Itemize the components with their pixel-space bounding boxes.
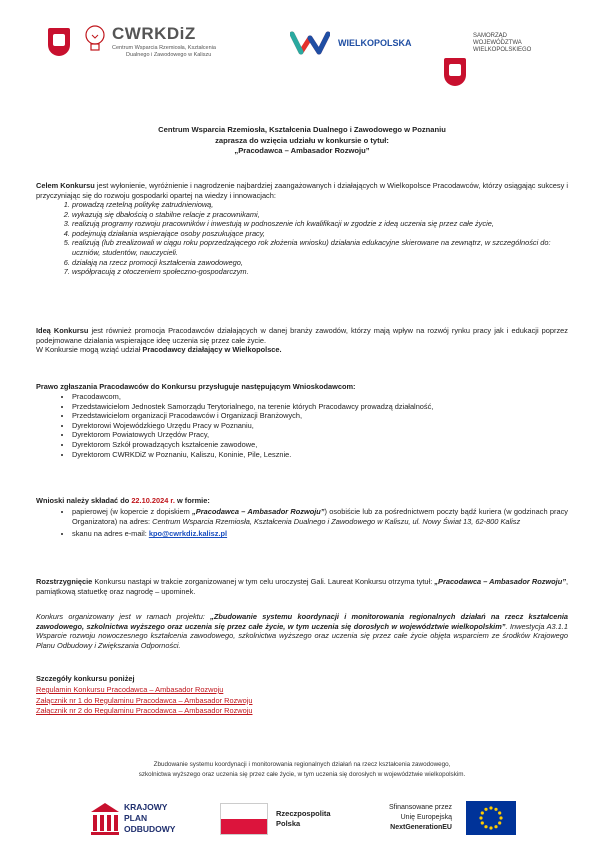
projekt-text-1: Konkurs organizowany jest w ramach projektu:	[36, 612, 211, 621]
wnioski-item-1-text: papierowej (w kopercie z dopiskiem	[72, 507, 193, 516]
cel-list	[72, 200, 568, 277]
list-item: 4. podejmują działania wspierające osoby poszukujące pracy,	[72, 229, 568, 239]
prawo-heading: Prawo zgłaszania Pracodawców do Konkursu przysługuje następującym Wnioskodawcom:	[36, 382, 356, 391]
kpo-text-3: ODBUDOWY	[124, 824, 176, 834]
rozstrzygniecie-text-2: , pamiątkową statuetkę oraz nagrodę – upominek.	[36, 577, 569, 596]
polish-flag-icon	[220, 803, 268, 835]
idea-line-2: W Konkursie mogą wziąć udział	[36, 345, 143, 355]
lightbulb-icon	[84, 24, 106, 54]
zalacznik-1-link[interactable]: Załącznik nr 1 do Regulaminu Pracodawca – Ambasador Rozwoju	[36, 695, 253, 705]
wnioski-text-1: Wnioski należy	[36, 496, 92, 505]
header-logos	[0, 0, 604, 80]
list-item	[72, 507, 568, 526]
cwrkdiz-subtitle-1: Centrum Wsparcia Rzemiosła, Kształcenia	[112, 45, 216, 51]
eu-text-2: Unię Europejską	[400, 814, 452, 821]
rozstrzygniecie-text-1: Konkursu nastąpi w trakcie zorganizowanej w tym celu uroczystej Gali. Laureat Konkursu otrzyma tytuł:	[92, 577, 435, 586]
list-item: 6. działają na rzecz promocji kształcenia zawodowego,	[72, 258, 568, 268]
kalisz-coat-of-arms	[48, 28, 70, 56]
samorzad-line-1: SAMORZĄD	[473, 33, 508, 39]
kpo-building-icon	[90, 802, 120, 836]
cel-text: jest wyłonienie, wyróżnienie i nagrodzenie najbardziej zaangażowanych i działających w Wielkopolsce Pracodawców, którzy osiągając sukcesy i przyczyniając się do rozwoju gospodarki opartej na wiedzy i innowacjach:	[36, 181, 569, 200]
zalacznik-2-link[interactable]: Załącznik nr 2 do Regulaminu Pracodawca – Ambasador Rozwoju	[36, 706, 253, 716]
cel-label: Celem Konkursu	[36, 181, 95, 190]
rozstrzygniecie-label: Rozstrzygnięcie	[36, 577, 93, 586]
samorzad-line-3: WIELKOPOLSKIEGO	[473, 47, 532, 53]
wnioski-text-3: do	[118, 496, 132, 505]
wnioski-heading	[36, 496, 568, 506]
rp-text-1: Rzeczpospolita	[276, 809, 331, 818]
prawo-list	[72, 392, 568, 459]
cel-paragraph	[36, 181, 568, 200]
list-item: 5. realizują (lub zrealizowali w ciągu roku poprzedzającego rok złożenia wniosku) działania edukacyjne skierowane na zewnątrz, w szczególności do: uczniów, studentów, nauczycieli.	[72, 238, 568, 257]
kpo-text-1: KRAJOWY	[124, 802, 168, 812]
projekt-name: „Zbudowanie systemu koordynacji i monitorowania regionalnych działań na rzecz kształcenia zawodowego, szkolnictwa wyższego oraz uczenia się przez całe życie, w tym uczenia się dorosłych w województwie wielkopolskim”	[36, 612, 569, 631]
title-block	[60, 125, 544, 157]
wielkopolska-wordmark: WIELKOPOLSKA	[338, 38, 412, 48]
list-item: • Dyrektorom Powiatowych Urzędów Pracy,	[72, 430, 568, 440]
wnioski-item-1-address: Centrum Wsparcia Rzemiosła, Kształcenia Dualnego i Zawodowego w Kaliszu, ul. Nowy Świat 13, 62-800 Kalisz	[152, 516, 521, 526]
list-item: 2. wykazują się dbałością o stabilne relacje z pracownikami,	[72, 210, 568, 220]
list-item: • Przedstawicielom organizacji Pracodawców i Organizacji Branżowych,	[72, 411, 568, 421]
wnioski-item-2-text: skanu na adres e-mail:	[72, 529, 149, 539]
wnioski-list	[72, 507, 568, 539]
eu-text-3: NextGenerationEU	[390, 824, 452, 831]
rozstrzygniecie-paragraph	[36, 577, 568, 596]
links-block	[36, 685, 253, 717]
rozstrzygniecie-title: „Pracodawca – Ambasador Rozwoju”	[434, 577, 566, 586]
list-item: 1. prowadzą rzetelną politykę zatrudnieniową,	[72, 200, 568, 210]
idea-label: Ideą Konkursu	[36, 326, 89, 335]
kpo-text-2: PLAN	[124, 813, 148, 823]
wielkopolska-coat-of-arms	[444, 58, 466, 86]
list-item	[72, 529, 568, 539]
projekt-paragraph	[36, 612, 568, 650]
list-item: • Dyrektorowi Wojewódzkiego Urzędu Pracy w Poznaniu,	[72, 421, 568, 431]
szczegoly-heading: Szczegóły konkursu poniżej	[36, 674, 135, 683]
eu-flag-icon	[466, 801, 516, 835]
idea-text: jest również promocja Pracodawców działających w danej branży zawodów, którzy mają wpływ na rozwój rynku pracy jak i edukacji poprzez podejmowane działania wspierające ideę uczenia się przez całe życie.	[36, 326, 568, 345]
projekt-text-2: . Inwestycja A3.1.1 Wsparcie rozwoju nowoczesnego kształcenia zawodowego, szkolnictwa wyższego oraz uczenia się przez całe życie objęta wsparciem ze środków Krajowego Planu Odbudowy i Zwiększania Odporności.	[36, 621, 568, 650]
footer-line-1: Zbudowanie systemu koordynacji i monitorowania regionalnych działań na rzecz kształcenia zawodowego,	[153, 761, 451, 768]
eu-text-1: Sfinansowane przez	[388, 804, 452, 811]
wnioski-text-2: składać	[91, 496, 119, 505]
list-item: • Dyrektorom Szkół prowadzących kształcenie zawodowe,	[72, 440, 568, 450]
wnioski-item-1-quote: „Pracodawca – Ambasador Rozwoju”	[192, 507, 325, 516]
email-link[interactable]: kpo@cwrkdiz.kalisz.pl	[148, 529, 228, 539]
wielkopolska-w-icon	[290, 30, 330, 56]
regulamin-link[interactable]: Regulamin Konkursu Pracodawca – Ambasador Rozwoju	[36, 685, 224, 694]
idea-paragraph	[36, 326, 568, 355]
title-line-1: Centrum Wsparcia Rzemiosła, Kształcenia Dualnego i Zawodowego w Poznaniu	[158, 125, 446, 134]
list-item: 7. współpracują z otoczeniem społeczno-gospodarczym.	[72, 267, 568, 277]
wnioski-item-1-text-2: ) osobiście lub za pośrednictwem poczty bądź kuriera (w godzinach pracy Organizatora) na adres:	[72, 507, 568, 526]
footer-line-2: szkolnictwa wyższego oraz uczenia się przez całe życie, w tym uczenia się dorosłych w województwie wielkopolskim.	[138, 771, 466, 778]
idea-line-2-bold: Pracodawcy działający w Wielkopolsce.	[142, 345, 282, 355]
title-line-3: „Pracodawca – Ambasador Rozwoju”	[234, 146, 370, 155]
footer-caption	[40, 760, 564, 780]
wnioski-date: 22.10.2024 r.	[131, 496, 175, 505]
wnioski-text-4: w formie:	[174, 496, 210, 505]
list-item: • Dyrektorom CWRKDiZ w Poznaniu, Kaliszu, Koninie, Pile, Lesznie.	[72, 450, 568, 460]
samorzad-line-2: WOJEWÓDZTWA	[473, 40, 522, 46]
list-item: • Pracodawcom,	[72, 392, 568, 402]
cwrkdiz-subtitle-2: Dualnego i Zawodowego w Kaliszu	[126, 52, 212, 58]
list-item: • Przedstawicielom Jednostek Samorządu Terytorialnego, na terenie których Pracodawcy prowadzą działalność,	[72, 402, 568, 412]
rp-text-2: Polska	[276, 819, 301, 828]
title-line-2: zaprasza do wzięcia udziału w konkursie o tytuł:	[215, 135, 389, 145]
cwrkdiz-logo-name: CWRKDiZ	[112, 24, 196, 43]
kpo-logo	[90, 800, 190, 840]
list-item: 3. realizują programy rozwoju pracowników i inwestują w podnoszenie ich kwalifikacji w zgodzie z ideą uczenia się przez całe życie,	[72, 219, 568, 229]
